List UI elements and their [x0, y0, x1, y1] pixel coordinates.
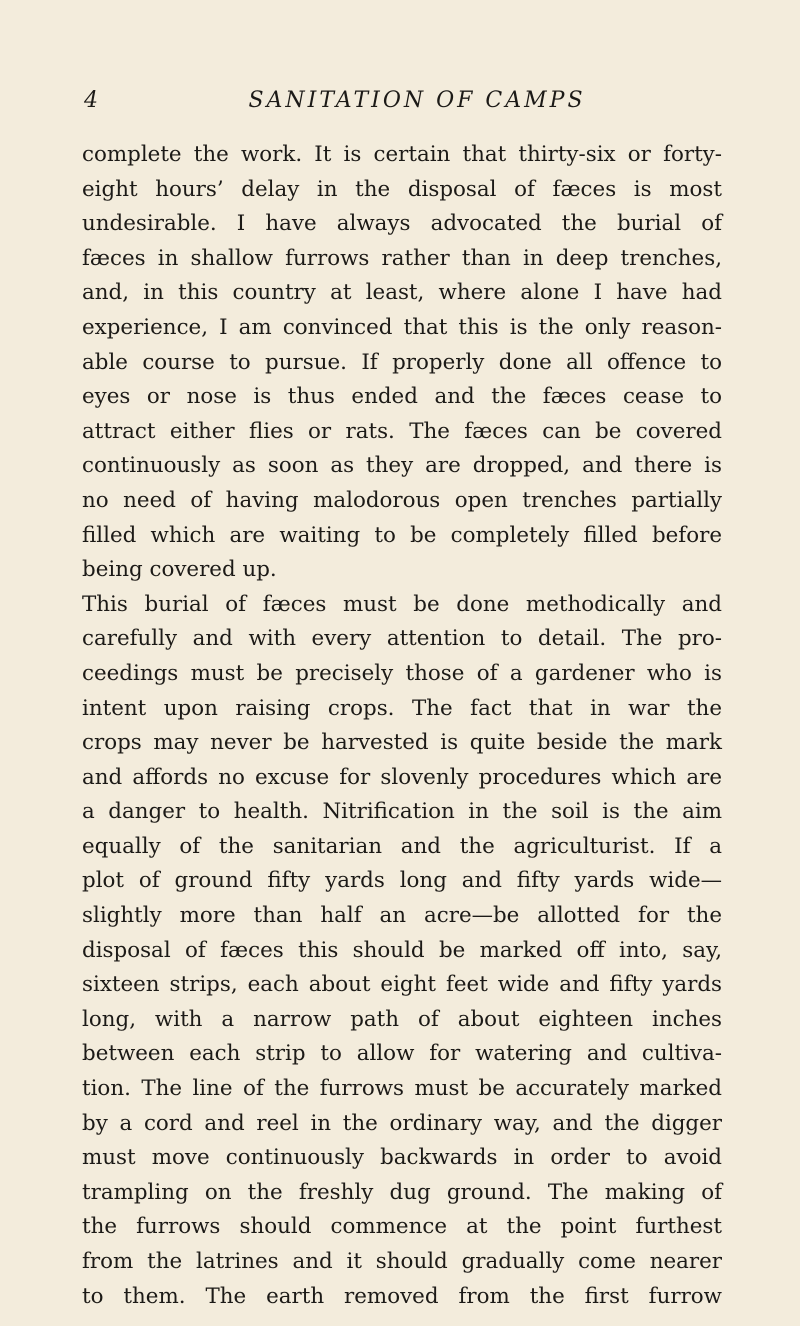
- text-line: crops may never be harvested is quite beside the mark: [82, 730, 722, 756]
- running-head: SANITATION OF CAMPS: [248, 88, 586, 113]
- text-line: eight hours’ delay in the disposal of fæces is most: [82, 176, 722, 202]
- text-line: intent upon raising crops. The fact that in war the: [82, 695, 722, 721]
- text-line: must move continuously backwards in order to avoid: [82, 1145, 722, 1171]
- page-number: 4: [84, 88, 98, 113]
- text-line: attract either flies or rats. The fæces can be covered: [82, 418, 722, 444]
- text-line: equally of the sanitarian and the agriculturist. If a: [82, 833, 722, 859]
- text-line: long, with a narrow path of about eighteen inches: [82, 1006, 722, 1032]
- page-header: [84, 88, 720, 122]
- text-line: being covered up.: [82, 557, 277, 583]
- body-text: [82, 138, 722, 1314]
- text-line: experience, I am convinced that this is the only reason-: [82, 314, 722, 340]
- text-line: eyes or nose is thus ended and the fæces cease to: [82, 384, 722, 410]
- text-line: filled which are waiting to be completely filled before: [82, 522, 722, 548]
- text-line: continuously as soon as they are dropped, and there is: [82, 453, 722, 479]
- text-line: able course to pursue. If properly done all offence to: [82, 349, 722, 375]
- text-line: ceedings must be precisely those of a gardener who is: [82, 660, 722, 686]
- text-line: fæces in shallow furrows rather than in deep trenches,: [82, 245, 722, 271]
- text-line: complete the work. It is certain that thirty-six or forty-: [82, 142, 722, 167]
- text-line: trampling on the freshly dug ground. The making of: [82, 1179, 722, 1205]
- text-line: from the latrines and it should gradually come nearer: [82, 1249, 722, 1274]
- text-line: and affords no excuse for slovenly procedures which are: [82, 764, 722, 790]
- text-line: carefully and with every attention to detail. The pro-: [82, 626, 722, 652]
- text-line: slightly more than half an acre—be allotted for the: [82, 903, 722, 929]
- text-line: sixteen strips, each about eight feet wide and fifty yards: [82, 972, 722, 998]
- text-line: and, in this country at least, where alone I have had: [82, 280, 722, 306]
- text-line: undesirable. I have always advocated the burial of: [82, 211, 722, 237]
- text-line: a danger to health. Nitrification in the soil is the aim: [82, 799, 722, 825]
- text-line: between each strip to allow for watering and cultiva-: [82, 1041, 722, 1067]
- text-line: tion. The line of the furrows must be accurately marked: [82, 1076, 722, 1102]
- text-line: the furrows should commence at the point furthest: [82, 1214, 722, 1240]
- text-line: disposal of fæces this should be marked off into, say,: [82, 937, 722, 963]
- text-line: plot of ground fifty yards long and fifty yards wide—: [82, 868, 722, 894]
- text-line: This burial of fæces must be done methodically and: [82, 591, 722, 617]
- text-line: by a cord and reel in the ordinary way, and the digger: [82, 1110, 722, 1136]
- text-line: to them. The earth removed from the first furrow: [82, 1283, 722, 1309]
- text-line: no need of having malodorous open trenches partially: [82, 487, 722, 513]
